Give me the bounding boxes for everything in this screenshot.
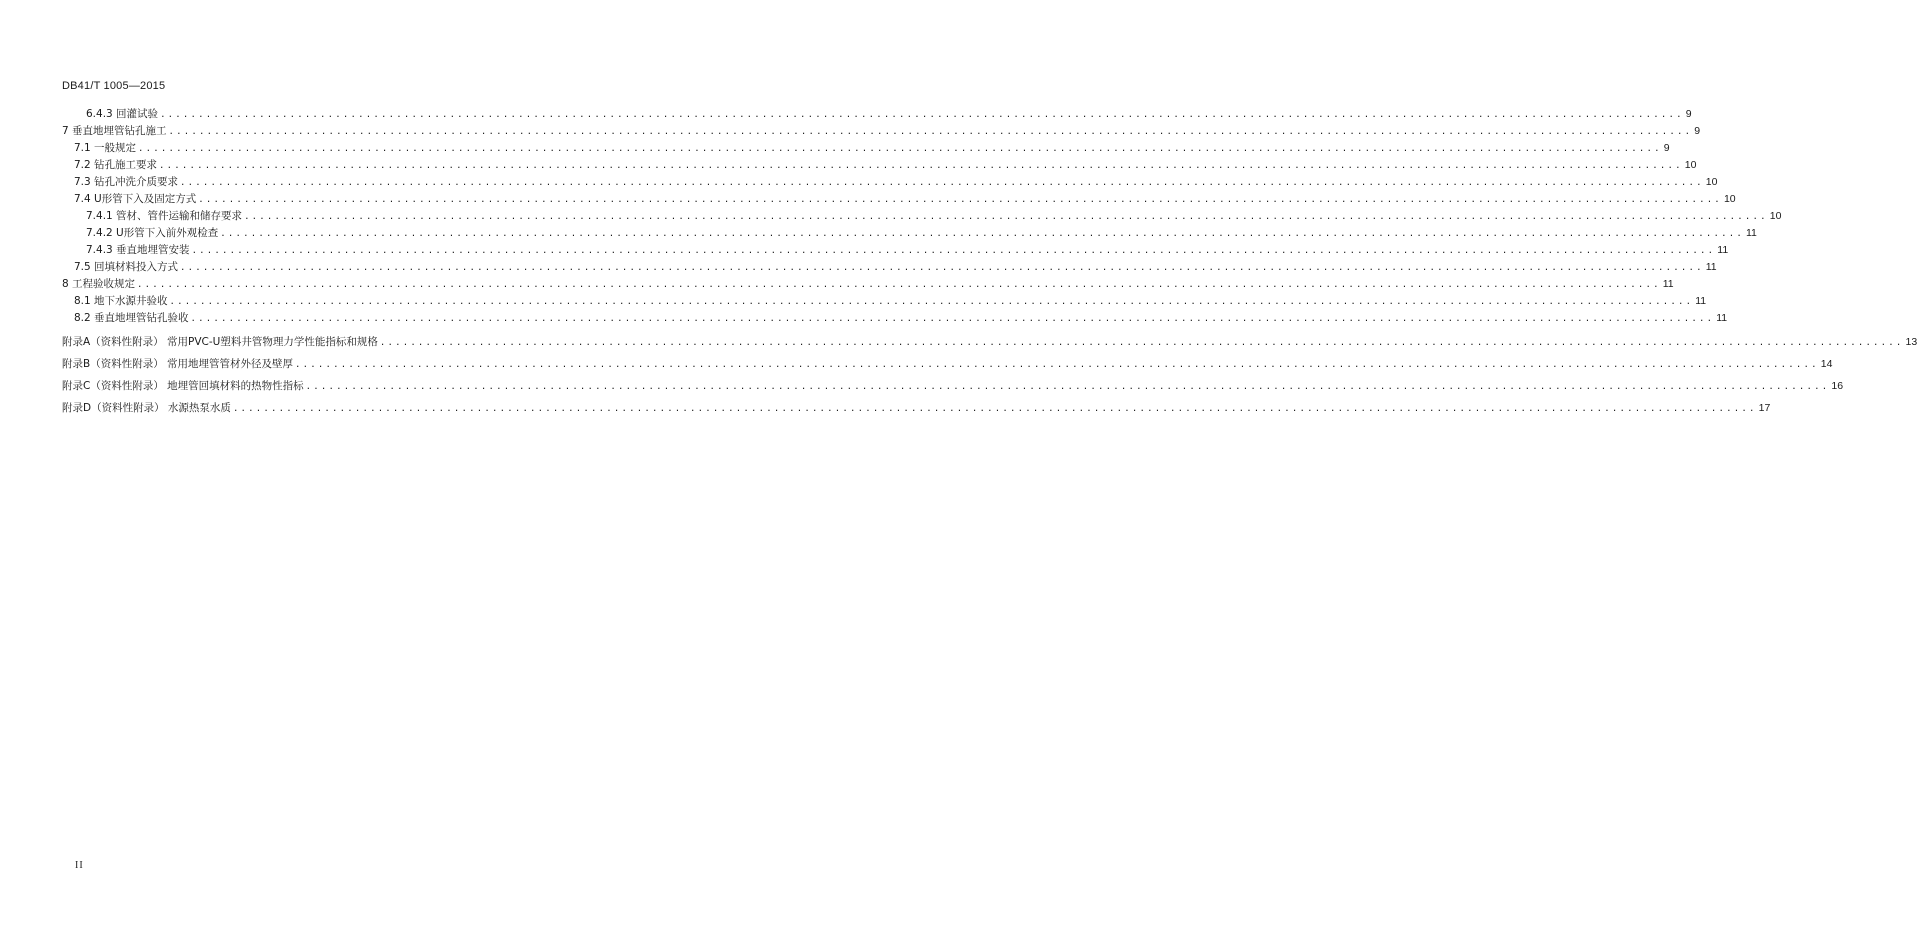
- toc-entry-title: 7.2 钻孔施工要求: [74, 159, 158, 171]
- toc-entry-title: 附录C（资料性附录） 地埋管回填材料的热物性指标: [62, 380, 304, 392]
- toc-dot-leader: ........................................................................................................................................................................................................: [168, 127, 1693, 137]
- toc-entry-page-number: 14: [1820, 358, 1833, 370]
- toc-entry-title: 7.4.3 垂直地埋管安装: [86, 244, 190, 256]
- toc-entry-title: 7.5 回填材料投入方式: [74, 261, 179, 273]
- toc-entry: [86, 226, 1757, 241]
- toc-dot-leader: ........................................................................................................................................................................................................: [220, 229, 1744, 239]
- toc-entry-title: 8 工程验收规定: [62, 278, 136, 290]
- toc-entry: [62, 277, 1674, 292]
- toc-entry-title: 7.4 U形管下入及固定方式: [74, 193, 197, 205]
- toc-entry-page-number: 9: [1685, 108, 1692, 120]
- toc-entry-page-number: 17: [1758, 402, 1771, 414]
- toc-entry-title: 7.1 一般规定: [74, 142, 137, 154]
- standard-code-header: DB41/T 1005—2015: [62, 80, 166, 92]
- toc-dot-leader: ........................................................................................................................................................................................................: [159, 161, 1683, 171]
- toc-dot-leader: ........................................................................................................................................................................................................: [137, 280, 1661, 290]
- toc-entry: [62, 124, 1701, 139]
- toc-entry: [62, 335, 1917, 350]
- toc-dot-leader: ........................................................................................................................................................................................................: [232, 404, 1757, 414]
- toc-entry-page-number: 11: [1695, 295, 1707, 307]
- toc-dot-leader: ........................................................................................................................................................................................................: [138, 144, 1662, 154]
- toc-entry-page-number: 10: [1705, 176, 1718, 188]
- toc-entry: [62, 401, 1771, 416]
- toc-entry-page-number: 11: [1745, 227, 1757, 239]
- toc-entry-title: 附录B（资料性附录） 常用地埋管管材外径及壁厚: [62, 358, 294, 370]
- toc-entry-title: 8.2 垂直地埋管钻孔验收: [74, 312, 189, 324]
- toc-dot-leader: ........................................................................................................................................................................................................: [190, 314, 1715, 324]
- toc-entry: [74, 294, 1707, 309]
- toc-entry: [74, 158, 1697, 173]
- toc-entry-title: 7.4.1 管材、管件运输和储存要求: [86, 210, 243, 222]
- toc-dot-leader: ........................................................................................................................................................................................................: [160, 110, 1684, 120]
- toc-entry: [74, 311, 1728, 326]
- toc-dot-leader: ........................................................................................................................................................................................................: [379, 338, 1904, 348]
- page-number-footer: II: [75, 860, 84, 871]
- toc-entry: [86, 243, 1729, 258]
- toc-entry: [74, 192, 1736, 207]
- toc-entry: [74, 141, 1670, 156]
- toc-entry: [86, 209, 1782, 224]
- toc-entry-title: 6.4.3 回灌试验: [86, 108, 159, 120]
- toc-entry: [86, 107, 1692, 122]
- toc-dot-leader: ........................................................................................................................................................................................................: [198, 195, 1722, 205]
- toc-dot-leader: ........................................................................................................................................................................................................: [180, 263, 1704, 273]
- toc-entry-page-number: 11: [1717, 244, 1729, 256]
- toc-entry-title: 附录A（资料性附录） 常用PVC-U塑料井管物理力学性能指标和规格: [62, 336, 378, 348]
- toc-entry-title: 附录D（资料性附录） 水源热泵水质: [62, 402, 231, 414]
- toc-entry: [74, 260, 1717, 275]
- toc-dot-leader: ........................................................................................................................................................................................................: [191, 246, 1716, 256]
- toc-dot-leader: ........................................................................................................................................................................................................: [305, 382, 1830, 392]
- toc-entry-page-number: 16: [1831, 380, 1844, 392]
- toc-entry: [74, 175, 1718, 190]
- toc-dot-leader: ........................................................................................................................................................................................................: [169, 297, 1694, 307]
- toc-dot-leader: ........................................................................................................................................................................................................: [180, 178, 1704, 188]
- toc-entry-page-number: 10: [1684, 159, 1697, 171]
- toc-entry-page-number: 9: [1663, 142, 1670, 154]
- toc-entry-title: 8.1 地下水源井验收: [74, 295, 168, 307]
- toc-entry-page-number: 13: [1905, 336, 1917, 348]
- toc-entry: [62, 379, 1844, 394]
- toc-entry-page-number: 10: [1769, 210, 1782, 222]
- toc-entry-page-number: 9: [1694, 125, 1701, 137]
- toc-entry-title: 7.4.2 U形管下入前外观检查: [86, 227, 219, 239]
- toc-entry-title: 7 垂直地埋管钻孔施工: [62, 125, 167, 137]
- toc-dot-leader: ........................................................................................................................................................................................................: [244, 212, 1768, 222]
- toc-entry: [62, 357, 1833, 372]
- toc-entry-page-number: 11: [1716, 312, 1728, 324]
- toc-dot-leader: ........................................................................................................................................................................................................: [295, 360, 1819, 370]
- toc-entry-page-number: 11: [1662, 278, 1674, 290]
- toc-entry-page-number: 10: [1723, 193, 1736, 205]
- toc-entry-page-number: 11: [1705, 261, 1717, 273]
- toc-entry-title: 7.3 钻孔冲洗介质要求: [74, 176, 179, 188]
